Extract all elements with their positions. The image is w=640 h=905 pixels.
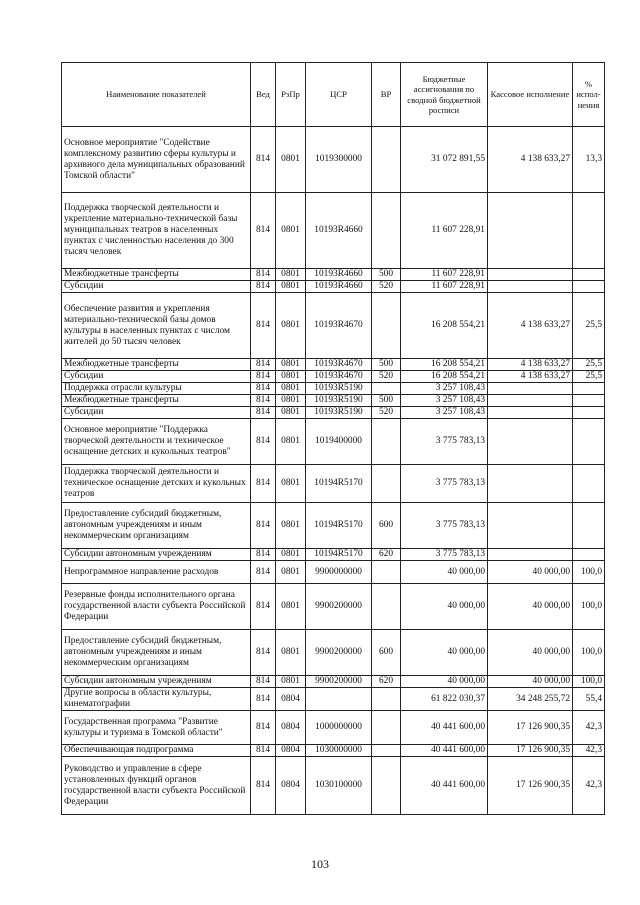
cell-vr: 500 bbox=[372, 359, 401, 371]
cell-rzpr: 0801 bbox=[276, 465, 306, 503]
cell-budget: 11 607 228,91 bbox=[401, 281, 488, 293]
table-body bbox=[62, 127, 605, 815]
table-row bbox=[62, 676, 605, 688]
cell-name: Обеспечивающая подпрограмма bbox=[62, 745, 251, 757]
cell-name: Субсидии автономным учреждениям bbox=[62, 549, 251, 561]
cell-vr: 620 bbox=[372, 549, 401, 561]
cell-percent: 25,5 bbox=[573, 359, 605, 371]
cell-vr: 500 bbox=[372, 395, 401, 407]
cell-percent: 100,0 bbox=[573, 561, 605, 584]
cell-csr: 9900200000 bbox=[306, 584, 372, 630]
cell-rzpr: 0801 bbox=[276, 630, 306, 676]
cell-csr: 9900000000 bbox=[306, 561, 372, 584]
cell-rzpr: 0801 bbox=[276, 503, 306, 549]
cell-cash: 40 000,00 bbox=[488, 561, 573, 584]
cell-vr: 600 bbox=[372, 630, 401, 676]
table-row bbox=[62, 359, 605, 371]
cell-budget: 16 208 554,21 bbox=[401, 371, 488, 383]
cell-name: Другие вопросы в области культуры, кинематографии bbox=[62, 688, 251, 711]
table-row bbox=[62, 281, 605, 293]
cell-name: Межбюджетные трансферты bbox=[62, 359, 251, 371]
cell-csr: 10193R4660 bbox=[306, 281, 372, 293]
cell-rzpr: 0801 bbox=[276, 281, 306, 293]
table-row bbox=[62, 383, 605, 395]
cell-budget: 40 000,00 bbox=[401, 584, 488, 630]
cell-csr: 10194R5170 bbox=[306, 465, 372, 503]
cell-ved: 814 bbox=[251, 407, 276, 419]
cell-ved: 814 bbox=[251, 503, 276, 549]
header-vr: ВР bbox=[372, 63, 401, 127]
cell-ved: 814 bbox=[251, 127, 276, 193]
table-row bbox=[62, 584, 605, 630]
cell-csr: 1030000000 bbox=[306, 745, 372, 757]
cell-name: Непрограммное направление расходов bbox=[62, 561, 251, 584]
cell-budget: 3 775 783,13 bbox=[401, 549, 488, 561]
table-row bbox=[62, 688, 605, 711]
cell-vr: 520 bbox=[372, 371, 401, 383]
cell-percent bbox=[573, 395, 605, 407]
cell-csr: 1019400000 bbox=[306, 419, 372, 465]
cell-name: Поддержка творческой деятельности и укрепление материально-технической базы муниципальных театров в населенных пунктах с численностью населения до 300 тысяч человек bbox=[62, 193, 251, 269]
table-row bbox=[62, 630, 605, 676]
cell-name: Резервные фонды исполнительного органа государственной власти субъекта Российской Федерации bbox=[62, 584, 251, 630]
header-budget: Бюджетные ассигнования по сводной бюджетной росписи bbox=[401, 63, 488, 127]
table-row bbox=[62, 503, 605, 549]
cell-budget: 3 775 783,13 bbox=[401, 419, 488, 465]
cell-cash bbox=[488, 407, 573, 419]
cell-name: Государственная программа "Развитие культуры и туризма в Томской области" bbox=[62, 711, 251, 745]
cell-rzpr: 0801 bbox=[276, 383, 306, 395]
table-row bbox=[62, 757, 605, 815]
cell-rzpr: 0801 bbox=[276, 549, 306, 561]
table-row bbox=[62, 419, 605, 465]
cell-name: Основное мероприятие "Поддержка творческой деятельности и техническое оснащение детских и кукольных театров" bbox=[62, 419, 251, 465]
page-number: 103 bbox=[311, 857, 329, 871]
cell-csr: 10193R4670 bbox=[306, 359, 372, 371]
cell-cash: 40 000,00 bbox=[488, 584, 573, 630]
cell-rzpr: 0801 bbox=[276, 419, 306, 465]
cell-cash bbox=[488, 281, 573, 293]
header-row bbox=[62, 63, 605, 127]
cell-ved: 814 bbox=[251, 465, 276, 503]
cell-ved: 814 bbox=[251, 193, 276, 269]
cell-vr: 520 bbox=[372, 281, 401, 293]
cell-budget: 40 000,00 bbox=[401, 630, 488, 676]
cell-csr: 10193R4670 bbox=[306, 293, 372, 359]
cell-percent: 42,3 bbox=[573, 757, 605, 815]
table-row bbox=[62, 407, 605, 419]
cell-csr: 9900200000 bbox=[306, 630, 372, 676]
cell-csr: 10193R5190 bbox=[306, 407, 372, 419]
cell-percent: 100,0 bbox=[573, 676, 605, 688]
table-row bbox=[62, 293, 605, 359]
cell-cash: 40 000,00 bbox=[488, 630, 573, 676]
cell-rzpr: 0801 bbox=[276, 584, 306, 630]
table-row bbox=[62, 561, 605, 584]
cell-budget: 11 607 228,91 bbox=[401, 193, 488, 269]
cell-ved: 814 bbox=[251, 293, 276, 359]
cell-ved: 814 bbox=[251, 419, 276, 465]
cell-csr: 10194R5170 bbox=[306, 503, 372, 549]
cell-percent: 100,0 bbox=[573, 630, 605, 676]
cell-vr: 600 bbox=[372, 503, 401, 549]
cell-budget: 11 607 228,91 bbox=[401, 269, 488, 281]
table-row bbox=[62, 127, 605, 193]
cell-cash bbox=[488, 419, 573, 465]
cell-ved: 814 bbox=[251, 688, 276, 711]
cell-vr: 620 bbox=[372, 676, 401, 688]
cell-csr: 10194R5170 bbox=[306, 549, 372, 561]
cell-name: Предоставление субсидий бюджетным, автономным учреждениям и иным некоммерческим организациям bbox=[62, 630, 251, 676]
cell-csr bbox=[306, 688, 372, 711]
cell-name: Субсидии bbox=[62, 281, 251, 293]
cell-name: Обеспечение развития и укрепления материально-технической базы домов культуры в населенных пунктах с числом жителей до 50 тысяч человек bbox=[62, 293, 251, 359]
cell-budget: 40 000,00 bbox=[401, 561, 488, 584]
header-rzpr: РзПр bbox=[276, 63, 306, 127]
cell-rzpr: 0801 bbox=[276, 371, 306, 383]
cell-csr: 10193R4670 bbox=[306, 371, 372, 383]
cell-csr: 10193R5190 bbox=[306, 383, 372, 395]
cell-ved: 814 bbox=[251, 630, 276, 676]
cell-cash: 4 138 633,27 bbox=[488, 127, 573, 193]
header-name: Наименование показателей bbox=[62, 63, 251, 127]
cell-ved: 814 bbox=[251, 371, 276, 383]
cell-cash: 4 138 633,27 bbox=[488, 293, 573, 359]
cell-rzpr: 0801 bbox=[276, 193, 306, 269]
cell-cash: 4 138 633,27 bbox=[488, 371, 573, 383]
cell-budget: 3 257 108,43 bbox=[401, 407, 488, 419]
cell-csr: 9900200000 bbox=[306, 676, 372, 688]
cell-cash: 34 248 255,72 bbox=[488, 688, 573, 711]
cell-vr bbox=[372, 688, 401, 711]
cell-percent bbox=[573, 465, 605, 503]
cell-budget: 16 208 554,21 bbox=[401, 359, 488, 371]
cell-rzpr: 0801 bbox=[276, 395, 306, 407]
cell-vr bbox=[372, 419, 401, 465]
cell-percent: 13,3 bbox=[573, 127, 605, 193]
cell-name: Межбюджетные трансферты bbox=[62, 269, 251, 281]
cell-percent bbox=[573, 503, 605, 549]
cell-percent bbox=[573, 419, 605, 465]
cell-vr bbox=[372, 561, 401, 584]
cell-rzpr: 0801 bbox=[276, 407, 306, 419]
cell-vr bbox=[372, 193, 401, 269]
cell-csr: 1030100000 bbox=[306, 757, 372, 815]
cell-budget: 3 775 783,13 bbox=[401, 503, 488, 549]
cell-ved: 814 bbox=[251, 359, 276, 371]
cell-budget: 40 441 600,00 bbox=[401, 711, 488, 745]
cell-percent bbox=[573, 269, 605, 281]
cell-csr: 10193R4660 bbox=[306, 193, 372, 269]
cell-vr bbox=[372, 293, 401, 359]
cell-rzpr: 0801 bbox=[276, 359, 306, 371]
cell-percent bbox=[573, 193, 605, 269]
cell-vr bbox=[372, 584, 401, 630]
cell-ved: 814 bbox=[251, 757, 276, 815]
cell-rzpr: 0801 bbox=[276, 127, 306, 193]
cell-ved: 814 bbox=[251, 269, 276, 281]
cell-cash bbox=[488, 383, 573, 395]
cell-ved: 814 bbox=[251, 549, 276, 561]
cell-csr: 10193R4660 bbox=[306, 269, 372, 281]
cell-percent bbox=[573, 281, 605, 293]
cell-rzpr: 0804 bbox=[276, 757, 306, 815]
table-row bbox=[62, 711, 605, 745]
header-cash: Кассовое исполнение bbox=[488, 63, 573, 127]
table-row bbox=[62, 465, 605, 503]
cell-ved: 814 bbox=[251, 395, 276, 407]
cell-budget: 61 822 030,37 bbox=[401, 688, 488, 711]
cell-cash: 17 126 900,35 bbox=[488, 711, 573, 745]
cell-csr: 1019300000 bbox=[306, 127, 372, 193]
cell-csr: 1000000000 bbox=[306, 711, 372, 745]
cell-rzpr: 0801 bbox=[276, 676, 306, 688]
cell-percent bbox=[573, 383, 605, 395]
cell-ved: 814 bbox=[251, 281, 276, 293]
cell-cash bbox=[488, 465, 573, 503]
cell-name: Субсидии bbox=[62, 371, 251, 383]
cell-vr bbox=[372, 745, 401, 757]
cell-percent: 42,3 bbox=[573, 711, 605, 745]
cell-rzpr: 0804 bbox=[276, 745, 306, 757]
cell-cash bbox=[488, 269, 573, 281]
cell-budget: 3 257 108,43 bbox=[401, 395, 488, 407]
cell-percent: 55,4 bbox=[573, 688, 605, 711]
cell-rzpr: 0801 bbox=[276, 269, 306, 281]
cell-cash: 40 000,00 bbox=[488, 676, 573, 688]
cell-budget: 40 441 600,00 bbox=[401, 745, 488, 757]
header-ved: Вед bbox=[251, 63, 276, 127]
cell-rzpr: 0804 bbox=[276, 711, 306, 745]
cell-vr bbox=[372, 711, 401, 745]
cell-name: Субсидии bbox=[62, 407, 251, 419]
cell-cash bbox=[488, 549, 573, 561]
cell-cash bbox=[488, 395, 573, 407]
cell-cash: 17 126 900,35 bbox=[488, 745, 573, 757]
cell-percent: 25,5 bbox=[573, 293, 605, 359]
cell-cash: 17 126 900,35 bbox=[488, 757, 573, 815]
cell-ved: 814 bbox=[251, 676, 276, 688]
cell-budget: 40 000,00 bbox=[401, 676, 488, 688]
cell-budget: 3 257 108,43 bbox=[401, 383, 488, 395]
table-row bbox=[62, 269, 605, 281]
table-row bbox=[62, 193, 605, 269]
table-row bbox=[62, 549, 605, 561]
cell-percent: 25,5 bbox=[573, 371, 605, 383]
cell-csr: 10193R5190 bbox=[306, 395, 372, 407]
cell-vr: 500 bbox=[372, 269, 401, 281]
cell-cash bbox=[488, 193, 573, 269]
cell-percent bbox=[573, 549, 605, 561]
cell-vr bbox=[372, 383, 401, 395]
cell-name: Межбюджетные трансферты bbox=[62, 395, 251, 407]
cell-vr bbox=[372, 465, 401, 503]
cell-budget: 31 072 891,55 bbox=[401, 127, 488, 193]
table-row bbox=[62, 371, 605, 383]
cell-name: Субсидии автономным учреждениям bbox=[62, 676, 251, 688]
header-percent: % испол-нения bbox=[573, 63, 605, 127]
cell-cash bbox=[488, 503, 573, 549]
cell-ved: 814 bbox=[251, 711, 276, 745]
cell-percent: 42,3 bbox=[573, 745, 605, 757]
cell-rzpr: 0801 bbox=[276, 293, 306, 359]
cell-name: Руководство и управление в сфере установленных функций органов государственной власти субъекта Российской Федерации bbox=[62, 757, 251, 815]
table-row bbox=[62, 745, 605, 757]
cell-ved: 814 bbox=[251, 584, 276, 630]
cell-rzpr: 0804 bbox=[276, 688, 306, 711]
cell-vr bbox=[372, 757, 401, 815]
cell-name: Предоставление субсидий бюджетным, автономным учреждениям и иным некоммерческим организациям bbox=[62, 503, 251, 549]
cell-name: Поддержка отрасли культуры bbox=[62, 383, 251, 395]
budget-table bbox=[61, 62, 605, 815]
cell-percent: 100,0 bbox=[573, 584, 605, 630]
cell-name: Основное мероприятие "Содействие комплексному развитию сферы культуры и архивного дела муниципальных образований Томской области" bbox=[62, 127, 251, 193]
cell-budget: 40 441 600,00 bbox=[401, 757, 488, 815]
cell-cash: 4 138 633,27 bbox=[488, 359, 573, 371]
cell-rzpr: 0801 bbox=[276, 561, 306, 584]
cell-ved: 814 bbox=[251, 561, 276, 584]
cell-vr: 520 bbox=[372, 407, 401, 419]
cell-vr bbox=[372, 127, 401, 193]
cell-name: Поддержка творческой деятельности и техническое оснащение детских и кукольных театров bbox=[62, 465, 251, 503]
cell-budget: 16 208 554,21 bbox=[401, 293, 488, 359]
cell-ved: 814 bbox=[251, 383, 276, 395]
table-row bbox=[62, 395, 605, 407]
cell-budget: 3 775 783,13 bbox=[401, 465, 488, 503]
cell-ved: 814 bbox=[251, 745, 276, 757]
header-csr: ЦСР bbox=[306, 63, 372, 127]
cell-percent bbox=[573, 407, 605, 419]
